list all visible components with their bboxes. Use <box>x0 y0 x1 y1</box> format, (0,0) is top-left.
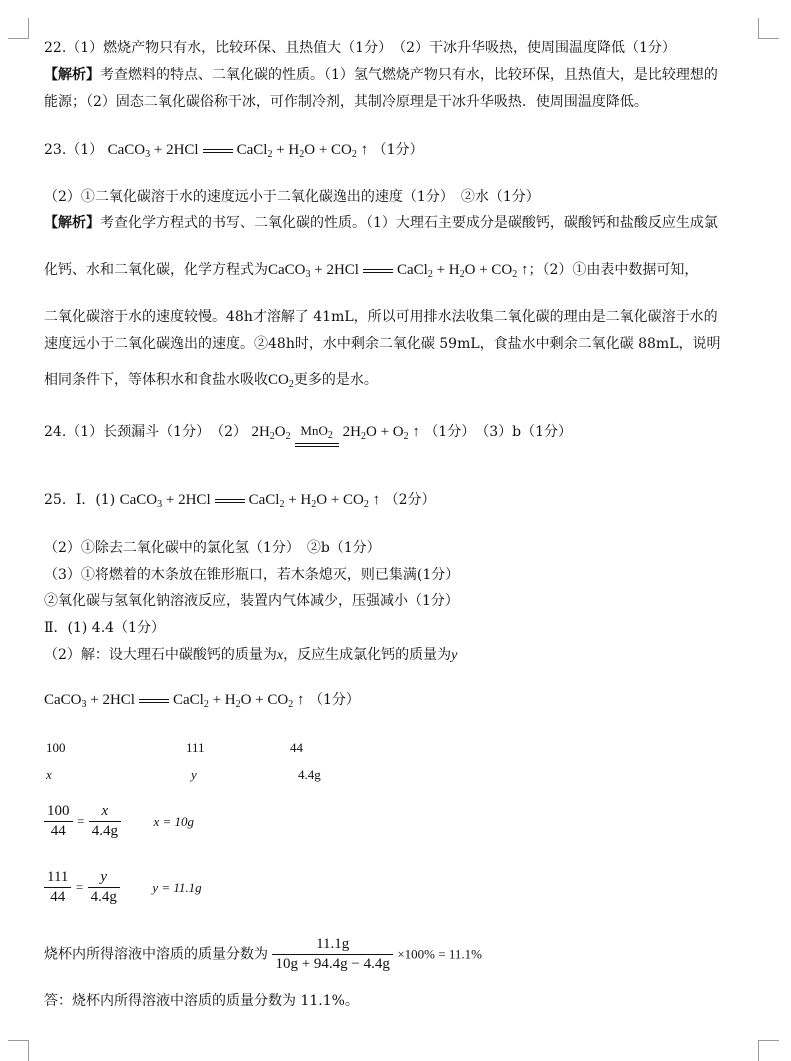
chemical-equation: CaCO$_3$ + 2HCl CaCl$_2$ + $H_2O + CO_2$ ↑ <box>44 692 305 710</box>
proportion-2: $\frac{111}{44}$ = $\frac{y}{4.4g}$ y = 11.1g <box>44 868 202 907</box>
molar-mass-caco3: 100 <box>46 740 66 755</box>
q23-analysis-line3: 二氧化碳溶于水的速度较慢。48h才溶解了 41mL，所以可用排水法收集二氧化碳的理由是二氧化碳溶于水的 <box>44 309 718 325</box>
crop-mark-top-left <box>8 18 29 39</box>
chemical-equation: CaCO$_3$ + 2HCl CaCl$_2$ + $H_2O + CO_2$ ↑ <box>107 142 369 160</box>
q23-analysis-line5: 相同条件下，等体积水和食盐水吸收$CO_2$更多的是水。 <box>44 372 378 390</box>
chemical-equation: $2H_2O_2$ MnO$_2$ $2H_2O + O_2$ ↑ <box>251 424 419 440</box>
molar-mass-cacl2: 111 <box>186 740 205 755</box>
q25-equation: CaCO$_3$ + 2HCl CaCl$_2$ + $H_2O + CO_2$ ↑ （1分） <box>44 692 360 710</box>
crop-mark-bottom-left <box>8 1040 29 1061</box>
q22-analysis-line1: 【解析】考查燃料的特点、二氧化碳的性质。（1）氢气燃烧产物只有水，比较环保，且热值大，是比较理想的 <box>44 67 718 83</box>
q25-part-ii1: Ⅱ．(1) 4.4（1分） <box>44 620 165 636</box>
q25-part2: （2）①除去二氧化碳中的氯化氢（1分） ②b（1分） <box>44 540 381 556</box>
result-y: y = 11.1g <box>152 879 202 895</box>
chemical-equation: CaCO$_3$ + 2HCl CaCl$_2$ + $H_2O + CO_2$ ↑ <box>268 262 529 280</box>
analysis-tag: 【解析】 <box>44 215 100 231</box>
q22-answer: 22.（1）燃烧产物只有水，比较环保、且热值大（1分） （2）干冰升华吸热，使周围温度降低（1分） <box>44 40 676 56</box>
q22-analysis-line2: 能源；（2）固态二氧化碳俗称干冰，可作制冷剂，其制冷原理是干冰升华吸热．使周围温度降低。 <box>44 94 648 110</box>
final-answer: 答：烧杯内所得溶液中溶质的质量分数为 11.1%。 <box>44 993 359 1009</box>
chemical-equation: CaCO$_3$ + 2HCl CaCl$_2$ + $H_2O + CO_2$ ↑ <box>119 492 381 510</box>
result-x: x = 10g <box>153 813 194 829</box>
q23-analysis-line4: 速度远小于二氧化碳逸出的速度。②48h时，水中剩余二氧化碳 59mL，食盐水中剩余二氧化碳 88mL，说明 <box>44 336 721 352</box>
unknown-x: x <box>46 767 52 782</box>
proportion-1: $\frac{100}{44}$ = $\frac{x}{4.4g}$ x = 10g <box>44 802 194 841</box>
known-co2-mass: 4.4g <box>298 767 321 782</box>
q23-part2: （2）①二氧化碳溶于水的速度远小于二氧化碳逸出的速度（1分） ②水（1分） <box>44 189 540 205</box>
unknown-y: y <box>191 767 197 782</box>
q23-analysis-line1: 【解析】考查化学方程式的书写、二氧化碳的性质。（1）大理石主要成分是碳酸钙，碳酸钙和盐酸反应生成氯 <box>44 215 718 231</box>
q23-analysis-line2: 化钙、水和二氧化碳，化学方程式为CaCO$_3$ + 2HCl CaCl$_2$ + $H_2O + CO_2$ ↑；（2）①由表中数据可知， <box>44 262 699 280</box>
crop-mark-top-right <box>758 18 779 39</box>
q23-part1: 23.（1） CaCO$_3$ + 2HCl CaCl$_2$ + $H_2O + CO_2$ ↑ （1分） <box>44 142 424 160</box>
q25-part3: （3）①将燃着的木条放在锥形瓶口，若木条熄灭，则已集满(1分） <box>44 567 460 583</box>
crop-mark-bottom-right <box>758 1040 779 1061</box>
mass-fraction-formula: 烧杯内所得溶液中溶质的质量分数为 $\frac{11.1g}{10g + 94.4g - 4.4g}$ ×100% = 11.1% <box>44 936 482 972</box>
molar-mass-co2: 44 <box>290 740 303 755</box>
q24-answer: 24.（1）长颈漏斗（1分） （2） $2H_2O_2$ MnO$_2$ $2H_2O + O_2$ ↑ （1分） （3）b（1分） <box>44 422 572 447</box>
q25-part-ii2: （2）解：设大理石中碳酸钙的质量为x，反应生成氯化钙的质量为y <box>44 647 458 663</box>
q25-part3b: ②氧化碳与氢氧化钠溶液反应，装置内气体减少，压强减小（1分） <box>44 593 459 609</box>
analysis-tag: 【解析】 <box>44 67 100 83</box>
q25-part1: 25．Ⅰ．(1) CaCO$_3$ + 2HCl CaCl$_2$ + $H_2O + CO_2$ ↑ （2分） <box>44 492 436 510</box>
